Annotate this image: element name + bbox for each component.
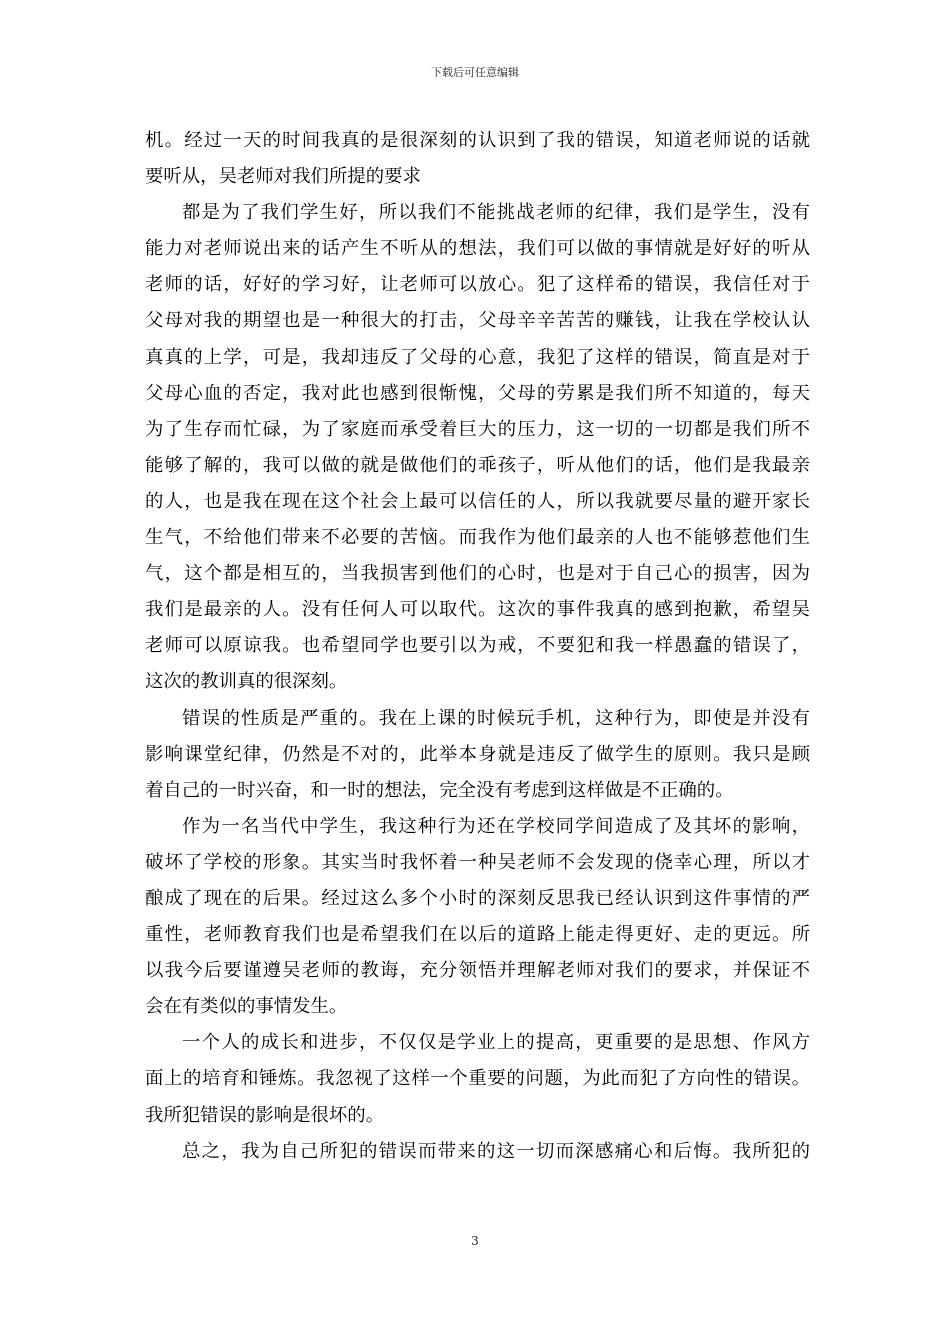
text-line: 着自己的一时兴奋，和一时的想法，完全没有考虑到这样做是不正确的。 xyxy=(145,779,734,801)
text-line: 为了生存而忙碌，为了家庭而承受着巨大的压力，这一切的一切都是我们所不 xyxy=(145,418,810,440)
text-line: 一个人的成长和进步，不仅仅是学业上的提高，更重要的是思想、作风方 xyxy=(182,1032,810,1054)
text-line: 气，这个都是相互的，当我损害到他们的心时，也是对于自己心的损害，因为 xyxy=(145,563,810,585)
text-line: 我所犯错误的影响是很坏的。 xyxy=(145,1104,385,1126)
text-line: 能力对老师说出来的话产生不听从的想法，我们可以做的事情就是好好的听从 xyxy=(145,238,810,260)
text-line: 父母对我的期望也是一种很大的打击，父母辛辛苦苦的赚钱，让我在学校认认 xyxy=(145,310,810,332)
page-header: 下载后可任意编辑 xyxy=(431,66,519,79)
text-line: 这次的教训真的很深刻。 xyxy=(145,671,348,693)
text-line: 总之，我为自己所犯的错误而带来的这一切而深感痛心和后悔。我所犯的 xyxy=(182,1140,810,1162)
document-body xyxy=(145,123,810,1170)
text-line: 酿成了现在的后果。经过这么多个小时的深刻反思我已经认识到这件事情的严 xyxy=(145,887,810,909)
text-line: 机。经过一天的时间我真的是很深刻的认识到了我的错误，知道老师说的话就 xyxy=(145,130,810,151)
text-line: 影响课堂纪律，仍然是不对的，此举本身就是违反了做学生的原则。我只是顾 xyxy=(145,743,810,765)
text-line: 老师的话，好好的学习好，让老师可以放心。犯了这样希的错误，我信任对于 xyxy=(145,274,810,296)
text-line: 面上的培育和锤炼。我忽视了这样一个重要的问题，为此而犯了方向性的错误。 xyxy=(145,1068,810,1090)
text-line: 以我今后要谨遵吴老师的教诲，充分领悟并理解老师对我们的要求，并保证不 xyxy=(145,960,810,982)
text-line: 都是为了我们学生好，所以我们不能挑战老师的纪律，我们是学生，没有 xyxy=(182,202,810,224)
text-line: 要听从，吴老师对我们所提的要求 xyxy=(145,166,421,188)
text-line: 老师可以原谅我。也希望同学也要引以为戒，不要犯和我一样愚蠢的错误了， xyxy=(145,635,810,657)
page-number: 3 xyxy=(471,1234,479,1248)
text-line: 真真的上学，可是，我却违反了父母的心意，我犯了这样的错误，简直是对于 xyxy=(145,346,810,368)
text-line: 重性，老师教育我们也是希望我们在以后的道路上能走得更好、走的更远。所 xyxy=(145,924,810,946)
text-line: 父母心血的否定，我对此也感到很惭愧，父母的劳累是我们所不知道的，每天 xyxy=(145,382,810,404)
text-line: 生气，不给他们带来不必要的苦恼。而我作为他们最亲的人也不能够惹他们生 xyxy=(145,527,810,549)
text-line: 错误的性质是严重的。我在上课的时候玩手机，这种行为，即使是并没有 xyxy=(182,707,810,729)
text-line: 我们是最亲的人。没有任何人可以取代。这次的事件我真的感到抱歉，希望吴 xyxy=(145,599,810,621)
text-line: 的人，也是我在现在这个社会上最可以信任的人，所以我就要尽量的避开家长 xyxy=(145,490,810,512)
text-line: 作为一名当代中学生，我这种行为还在学校同学间造成了及其坏的影响， xyxy=(182,815,810,837)
text-line: 破坏了学校的形象。其实当时我怀着一种吴老师不会发现的侥幸心理，所以才 xyxy=(145,851,810,873)
text-line: 会在有类似的事情发生。 xyxy=(145,996,348,1018)
text-line: 能够了解的，我可以做的就是做他们的乖孩子，听从他们的话，他们是我最亲 xyxy=(145,454,810,476)
